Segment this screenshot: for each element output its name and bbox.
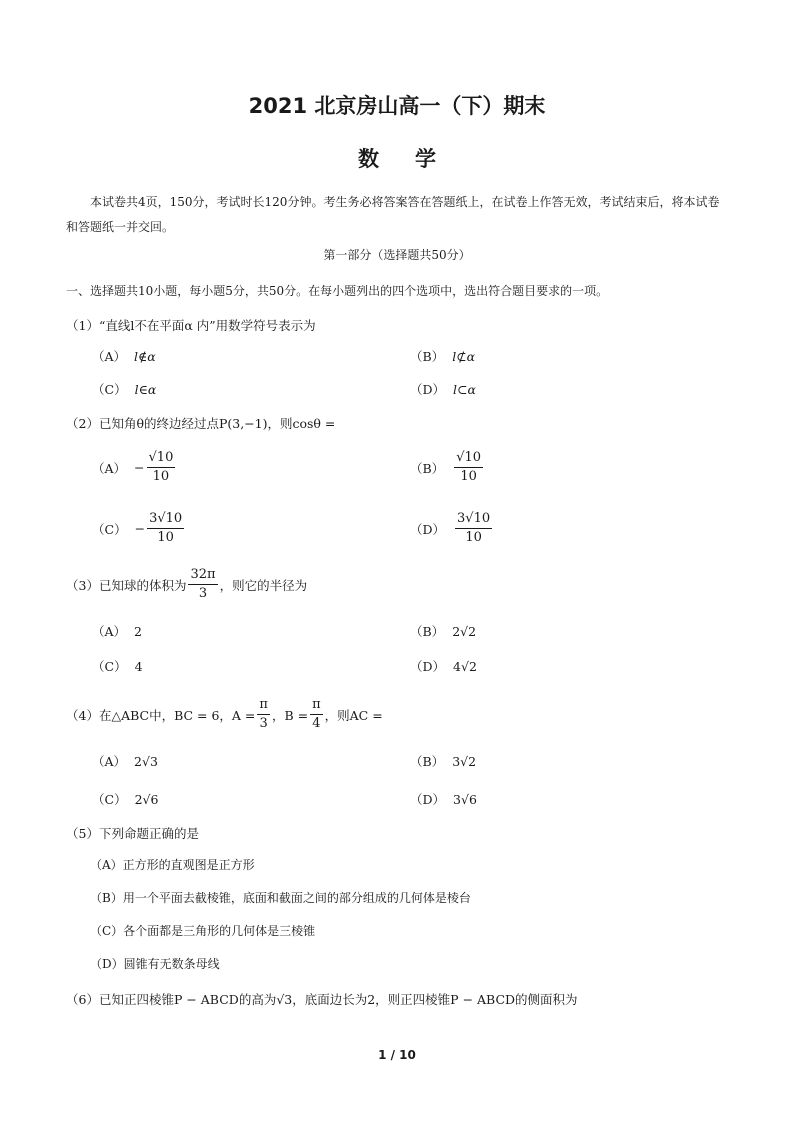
subject-title: 数学 bbox=[358, 147, 472, 171]
option-fraction bbox=[455, 510, 492, 547]
stem-fraction bbox=[188, 566, 217, 603]
question-2-option-c bbox=[92, 510, 186, 547]
option-text: 2 bbox=[134, 623, 142, 639]
fraction-denominator: 3 bbox=[198, 586, 208, 601]
option-label: （C） bbox=[92, 521, 127, 537]
option-label: （A） bbox=[92, 460, 127, 476]
option-label: （D） bbox=[410, 792, 446, 807]
question-2-option-d bbox=[410, 510, 494, 547]
section-instruction: 一、选择题共10小题，每小题5分，共50分。在每小题列出的四个选项中，选出符合题目要求的一项。 bbox=[66, 284, 609, 298]
fraction-numerator: π bbox=[310, 696, 323, 715]
question-2-option-b bbox=[410, 449, 485, 486]
stem-fraction-a bbox=[257, 696, 270, 733]
stem-text: （4）在△ABC中，BC = 6，A = bbox=[66, 707, 256, 723]
question-4-option-a bbox=[92, 752, 158, 770]
option-label: （D） bbox=[410, 521, 446, 537]
fraction-numerator: π bbox=[257, 696, 270, 715]
fraction-denominator: 10 bbox=[157, 530, 174, 545]
option-text: l∈α bbox=[134, 381, 157, 397]
stem-fraction-b bbox=[310, 696, 323, 733]
question-3-stem bbox=[66, 566, 307, 603]
question-2-option-a bbox=[92, 449, 177, 486]
option-label: （A） bbox=[92, 624, 127, 639]
question-1-option-a bbox=[92, 347, 156, 365]
fraction-numerator: √10 bbox=[147, 449, 176, 468]
option-fraction bbox=[147, 449, 176, 486]
question-1-option-c bbox=[92, 380, 156, 398]
option-label: （B） bbox=[410, 460, 445, 476]
question-2-stem: （2）已知角θ的终边经过点P(3,−1)，则cosθ = bbox=[66, 416, 336, 431]
option-label: （C） bbox=[92, 382, 127, 397]
option-label: （D） bbox=[410, 382, 446, 397]
exam-intro: 本试卷共4页，150分，考试时长120分钟。考生务必将答案答在答题纸上，在试卷上作答无效，考试结束后，将本试卷和答题纸一并交回。 bbox=[66, 195, 720, 234]
fraction-numerator: 3√10 bbox=[147, 510, 184, 529]
question-1-option-d bbox=[410, 380, 476, 398]
section-title: 第一部分（选择题共50分） bbox=[323, 248, 471, 262]
fraction-numerator: 3√10 bbox=[455, 510, 492, 529]
question-3-option-a bbox=[92, 622, 142, 640]
question-1-option-b bbox=[410, 347, 475, 365]
option-label: （C） bbox=[92, 659, 127, 674]
fraction-numerator: 32π bbox=[188, 566, 217, 585]
option-text: 4 bbox=[134, 658, 143, 674]
option-text: l∉α bbox=[134, 348, 156, 364]
option-fraction bbox=[454, 449, 483, 486]
option-text: l⊄α bbox=[452, 348, 476, 364]
question-5-option-d: （D）圆锥有无数条母线 bbox=[90, 957, 220, 971]
option-text: 4√2 bbox=[453, 658, 477, 674]
option-label: （A） bbox=[92, 754, 127, 769]
question-3-option-c bbox=[92, 657, 143, 675]
question-4-option-c bbox=[92, 790, 158, 808]
question-4-option-b bbox=[410, 752, 476, 770]
question-6-stem: （6）已知正四棱锥P − ABCD的高为√3，底面边长为2，则正四棱锥P − ABCD的侧面积为 bbox=[66, 992, 578, 1007]
question-5-option-b: （B）用一个平面去截棱锥，底面和截面之间的部分组成的几何体是棱台 bbox=[90, 891, 471, 905]
fraction-denominator: 3 bbox=[259, 716, 268, 731]
option-label: （B） bbox=[410, 349, 445, 364]
option-text: 2√3 bbox=[134, 753, 158, 769]
question-5-option-c: （C）各个面都是三角形的几何体是三棱锥 bbox=[90, 924, 316, 938]
option-label: （D） bbox=[410, 659, 446, 674]
page-number: 1 / 10 bbox=[378, 1048, 416, 1062]
stem-text: ，B = bbox=[271, 707, 309, 723]
option-text: l⊂α bbox=[453, 381, 476, 397]
question-4-stem bbox=[66, 696, 383, 733]
option-sign: − bbox=[134, 460, 145, 475]
option-text: 2√6 bbox=[134, 791, 159, 807]
option-text: 3√2 bbox=[452, 753, 477, 769]
exam-title: 2021 北京房山高一（下）期末 bbox=[248, 94, 546, 118]
option-label: （B） bbox=[410, 624, 445, 639]
question-3-option-b bbox=[410, 622, 476, 640]
question-5-option-a: （A）正方形的直观图是正方形 bbox=[90, 858, 255, 872]
option-sign: − bbox=[134, 521, 146, 536]
option-label: （A） bbox=[92, 349, 127, 364]
fraction-numerator: √10 bbox=[454, 449, 483, 468]
fraction-denominator: 10 bbox=[465, 530, 482, 545]
option-fraction bbox=[147, 510, 184, 547]
stem-text: ，则它的半径为 bbox=[219, 577, 308, 593]
question-5-stem: （5）下列命题正确的是 bbox=[66, 826, 199, 841]
fraction-denominator: 4 bbox=[312, 716, 321, 731]
question-3-option-d bbox=[410, 657, 477, 675]
option-text: 3√6 bbox=[453, 791, 477, 807]
option-text: 2√2 bbox=[452, 623, 477, 639]
option-label: （C） bbox=[92, 792, 127, 807]
option-label: （B） bbox=[410, 754, 445, 769]
stem-text: （3）已知球的体积为 bbox=[66, 577, 187, 593]
question-1-stem: （1）“直线l不在平面α 内”用数学符号表示为 bbox=[66, 318, 316, 333]
fraction-denominator: 10 bbox=[460, 469, 477, 484]
stem-text: ，则AC = bbox=[324, 707, 383, 723]
question-4-option-d bbox=[410, 790, 477, 808]
fraction-denominator: 10 bbox=[152, 469, 170, 484]
